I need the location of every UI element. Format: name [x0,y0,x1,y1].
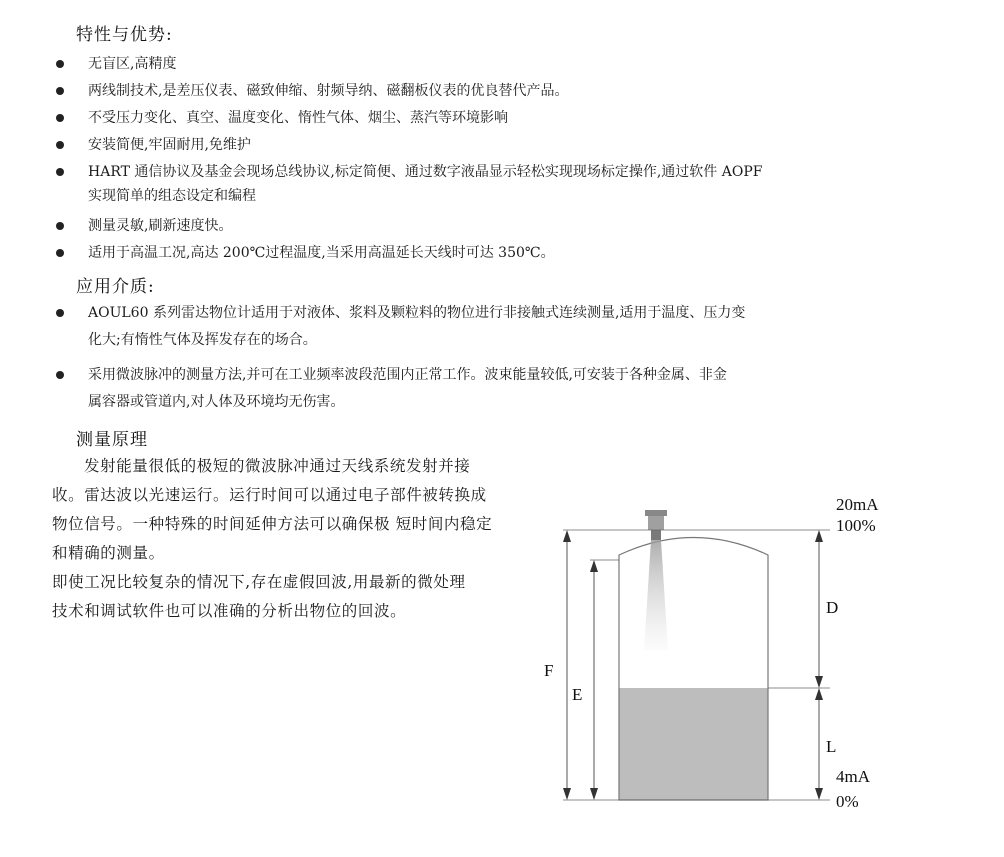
principle-line: 发射能量很低的极短的微波脉冲通过天线系统发射并接 [84,457,471,475]
antenna-horn [651,530,661,540]
feature-item-text-cont: 实现简单的组态设定和编程 [88,188,256,204]
top-current-label: 20mA [836,495,879,514]
bottom-percent-label: 0% [836,792,859,811]
e-label: E [572,685,583,704]
principle-line: 物位信号。一种特殊的时间延伸方法可以确保极 短时间内稳定 [52,515,493,533]
feature-item-text: 不受压力变化、真空、温度变化、惰性气体、烟尘、蒸汽等环境影响 [88,110,508,126]
feature-item-text: 安装简便,牢固耐用,免维护 [88,137,251,153]
l-label: L [826,737,837,756]
l-arrow-top [815,688,823,700]
feature-item-text: 两线制技术,是差压仪表、磁致伸缩、射频导纳、磁翻板仪表的优良替代产品。 [88,83,569,99]
principle-line: 技术和调试软件也可以准确的分析出物位的回波。 [52,602,407,620]
media-item-text-cont: 属容器或管道内,对人体及环境均无伤害。 [88,394,345,410]
antenna-flange [645,510,667,516]
principle-line: 即使工况比较复杂的情况下,存在虚假回波,用最新的微处理 [52,573,466,591]
media-item-text-cont: 化大;有惰性气体及挥发存在的场合。 [88,332,317,348]
f-arrow-bottom [563,788,571,800]
principle-heading: 测量原理 [76,430,148,450]
media-item-text: AOUL60 系列雷达物位计适用于对液体、浆料及颗粒料的物位进行非接触式连续测量,适用于温度、压力变 [88,305,746,321]
media-item-text: 采用微波脉冲的测量方法,并可在工业频率波段范围内正常工作。波束能量较低,可安装于各种金属、非金 [88,367,727,383]
principle-line: 收。雷达波以光速运行。运行时间可以通过电子部件被转换成 [52,486,487,504]
l-arrow-bottom [815,788,823,800]
radar-beam [644,540,668,650]
f-arrow-top [563,530,571,542]
d-arrow-top [815,530,823,542]
e-arrow-top [590,560,598,572]
top-percent-label: 100% [836,516,876,535]
d-label: D [826,598,839,617]
feature-item-text: 无盲区,高精度 [88,56,177,72]
media-heading: 应用介质: [76,277,155,297]
f-label: F [544,661,554,680]
feature-item-text: HART 通信协议及基金会现场总线协议,标定简便、通过数字液晶显示轻松实现现场标定操作,通过软件 AOPF [88,164,763,180]
bottom-current-label: 4mA [836,767,870,786]
features-heading: 特性与优势: [76,25,173,45]
e-arrow-bottom [590,788,598,800]
liquid-fill [619,688,768,800]
feature-item-text: 适用于高温工况,高达 200℃过程温度,当采用高温延长天线时可达 350℃。 [88,245,555,261]
d-arrow-bottom [815,676,823,688]
principle-line: 和精确的测量。 [52,544,165,562]
feature-item-text: 测量灵敏,刷新速度快。 [88,218,233,234]
antenna-housing [648,516,664,530]
